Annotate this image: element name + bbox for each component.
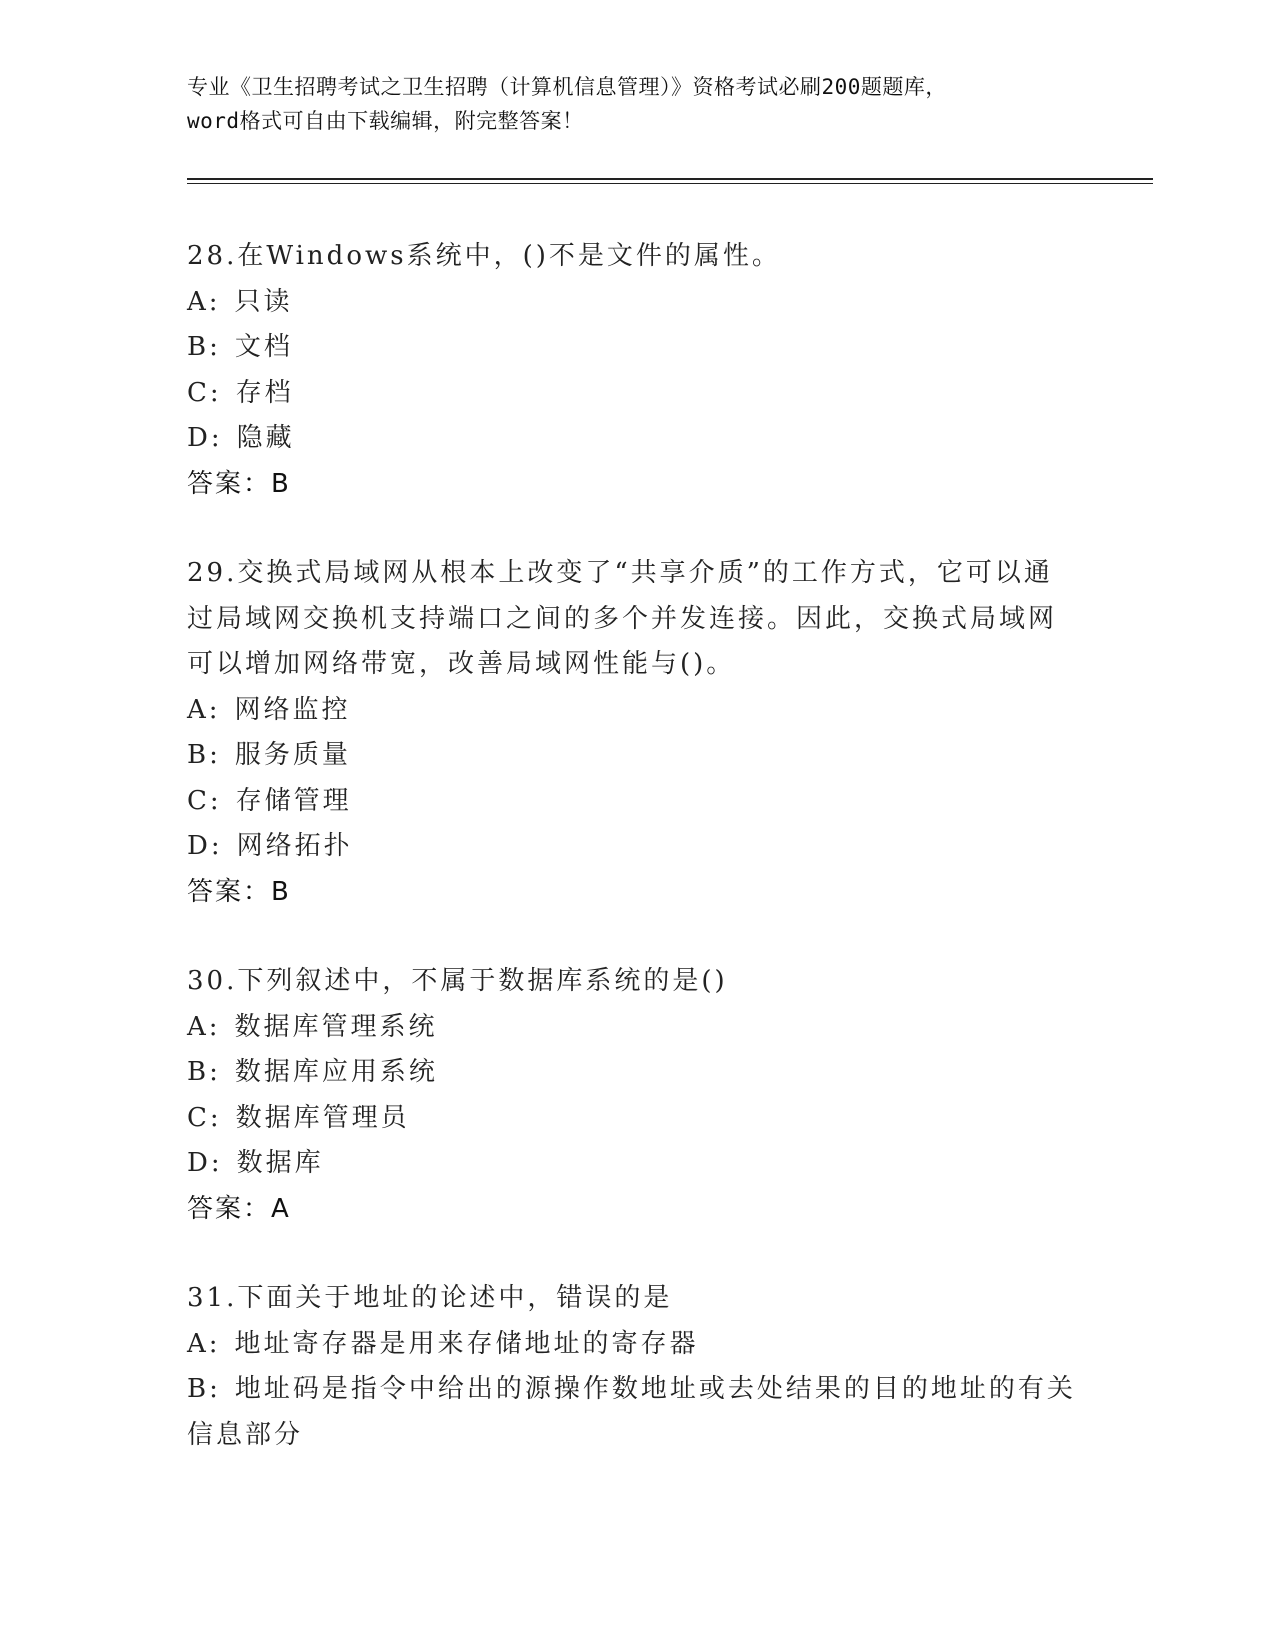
option-letter: A: (187, 1328, 221, 1359)
option-c (187, 1096, 1087, 1142)
header-line-2: word格式可自由下载编辑，附完整答案！ (187, 109, 584, 133)
question-text: 可以增加网络带宽，改善局域网性能与()。 (187, 649, 736, 679)
option-a (187, 280, 1087, 326)
option-letter: B: (187, 1374, 221, 1404)
question-text: 30.下列叙述中，不属于数据库系统的是() (187, 966, 728, 996)
question-text: 29.交换式局域网从根本上改变了“共享介质”的工作方式，它可以通 (187, 558, 1053, 588)
option-letter: B: (187, 332, 221, 362)
option-text: 数据库管理员 (235, 1102, 410, 1133)
option-text: 网络监控 (234, 694, 351, 725)
option-letter: D: (187, 1148, 223, 1178)
option-letter: C: (187, 377, 222, 408)
option-a (187, 688, 1087, 734)
question-29 (187, 551, 1087, 915)
option-a (187, 1322, 1087, 1368)
option-letter: A: (187, 286, 221, 317)
option-letter: C: (187, 1102, 222, 1133)
question-31 (187, 1276, 1087, 1458)
option-text: 文档 (234, 332, 293, 362)
option-letter: B: (187, 1057, 221, 1087)
question-text: 31.下面关于地址的论述中，错误的是 (187, 1283, 673, 1313)
option-text: 地址寄存器是用来存储地址的寄存器 (234, 1328, 699, 1359)
option-letter: C: (187, 785, 222, 816)
option-text: 地址码是指令中给出的源操作数地址或去处结果的目的地址的有关 (234, 1374, 1076, 1404)
option-c (187, 779, 1087, 825)
option-letter: D: (187, 831, 223, 861)
option-letter: B: (187, 740, 221, 770)
header-divider-thin (187, 183, 1153, 184)
option-text: 存档 (235, 377, 294, 408)
option-b (187, 1367, 1087, 1413)
answer-line: 答案：A (187, 1193, 291, 1224)
option-text: 隐藏 (236, 423, 295, 453)
header-line-1: 专业《卫生招聘考试之卫生招聘（计算机信息管理）》资格考试必刷200题题库， (187, 75, 947, 99)
question-list (187, 234, 1087, 1502)
option-text: 存储管理 (235, 785, 352, 816)
option-b (187, 325, 1087, 371)
option-text: 数据库 (236, 1148, 324, 1178)
option-b (187, 733, 1087, 779)
option-letter: A: (187, 694, 221, 725)
question-28 (187, 234, 1087, 507)
option-letter: A: (187, 1011, 221, 1042)
document-header (187, 70, 1067, 138)
option-d (187, 416, 1087, 462)
option-b-continuation: 信息部分 (187, 1419, 304, 1450)
option-text: 数据库应用系统 (234, 1057, 438, 1087)
option-text: 数据库管理系统 (234, 1011, 438, 1042)
option-a (187, 1005, 1087, 1051)
option-c (187, 371, 1087, 417)
option-d (187, 1141, 1087, 1187)
option-text: 网络拓扑 (236, 831, 353, 861)
option-text: 服务质量 (234, 740, 351, 770)
option-b (187, 1050, 1087, 1096)
answer-line: 答案：B (187, 468, 291, 499)
answer-line: 答案：B (187, 876, 291, 907)
header-divider-thick (187, 178, 1153, 180)
option-text: 只读 (234, 286, 293, 317)
option-d (187, 824, 1087, 870)
question-text: 28.在Windows系统中，()不是文件的属性。 (187, 241, 781, 271)
option-letter: D: (187, 423, 223, 453)
question-30 (187, 959, 1087, 1232)
question-text: 过局域网交换机支持端口之间的多个并发连接。因此，交换式局域网 (187, 603, 1058, 634)
